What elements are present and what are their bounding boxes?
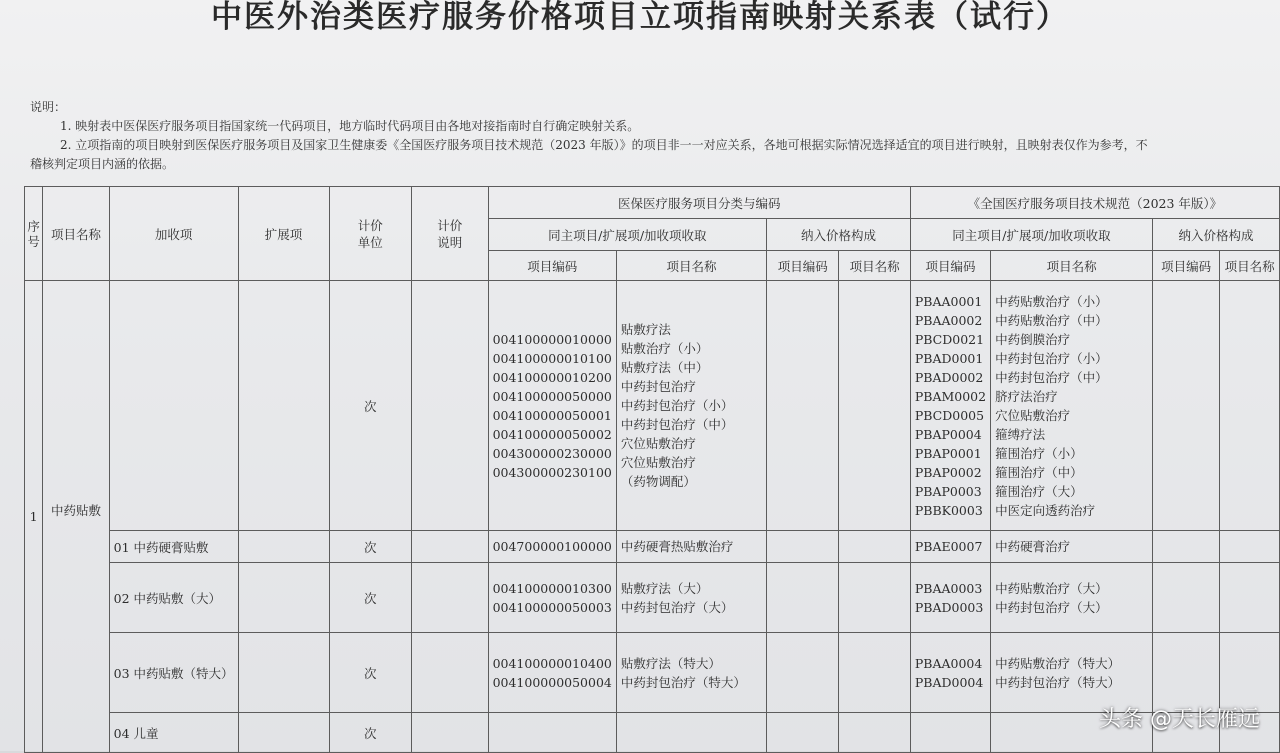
- desc-cell: [411, 633, 488, 713]
- cell-line: 004100000010100: [492, 350, 612, 366]
- unit-cell: 次: [329, 713, 411, 753]
- addon-cell: 04 儿童: [109, 713, 238, 753]
- header-group-std: 《全国医疗服务项目技术规范（2023 年版）》: [910, 187, 1279, 219]
- std-price-code-cell: [1153, 281, 1220, 531]
- header-sub-price-std: 纳入价格构成: [1153, 219, 1280, 251]
- header-code-price: 项目编码: [767, 251, 839, 281]
- notes-section: [30, 98, 1280, 174]
- cell-line: 中药贴敷治疗（中）: [995, 312, 1108, 328]
- header-name: 项目名称: [43, 187, 109, 281]
- header-cname-std-price: 项目名称: [1220, 251, 1280, 281]
- table-row: [25, 713, 1280, 753]
- header-ext: 扩展项: [238, 187, 329, 281]
- cell-line: PBCD0021: [914, 331, 985, 347]
- cell-line: 中药封包治疗: [620, 379, 696, 394]
- watermark-label: 头条 @天长雁远: [1099, 707, 1260, 732]
- ext-cell: [238, 633, 329, 713]
- yb-price-code-cell: [767, 563, 839, 633]
- desc-cell: [411, 563, 488, 633]
- std-price-name-cell: [1220, 633, 1280, 713]
- cell-line: PBAD0002: [914, 369, 984, 385]
- std-names-cell: [991, 281, 1153, 531]
- cell-line: 箍缚疗法: [995, 426, 1046, 442]
- cell-line: （药物调配）: [620, 474, 696, 489]
- header-code: 项目编码: [488, 251, 616, 281]
- cell-line: PBAD0004: [914, 674, 984, 690]
- cell-line: 004100000050000: [492, 388, 612, 404]
- cell-line: 中药封包治疗（中）: [995, 369, 1108, 385]
- header-addon: 加收项: [109, 187, 238, 281]
- std-price-name-cell: [1220, 531, 1280, 563]
- cell-line: 中药贴敷治疗（大）: [995, 580, 1108, 596]
- cell-line: 穴位贴敷治疗: [620, 455, 696, 470]
- cell-line: 箍围治疗（中）: [995, 464, 1083, 480]
- addon-cell: 01 中药硬膏贴敷: [109, 531, 238, 563]
- main-name: 中药贴敷: [43, 281, 109, 753]
- header-cname-std: 项目名称: [991, 251, 1153, 281]
- cell-line: 004100000010200: [492, 369, 612, 385]
- cell-line: PBCD0005: [914, 407, 985, 423]
- std-codes-cell: [910, 563, 990, 633]
- cell-line: 贴敷治疗（小）: [620, 341, 709, 356]
- note-line-2: 2. 立项指南的项目映射到医保医疗服务项目及国家卫生健康委《全国医疗服务项目技术规范（2023 年版）》的项目非一一对应关系，各地可根据实际情况选择适宜的项目进行映射，且映射表仅作为参考，不: [60, 138, 1148, 152]
- cell-line: PBAP0001: [914, 445, 982, 461]
- cell-line: PBAD0003: [914, 599, 984, 615]
- cell-line: 中药封包治疗（小）: [995, 350, 1108, 366]
- cell-line: PBAP0002: [914, 464, 982, 480]
- header-desc: 计价说明: [411, 187, 488, 281]
- std-names-cell: [991, 563, 1153, 633]
- ext-cell: [238, 563, 329, 633]
- yb-price-code-cell: [767, 633, 839, 713]
- std-price-code-cell: [1153, 531, 1220, 563]
- header-sub-price: 纳入价格构成: [767, 219, 911, 251]
- header-row-1: [25, 187, 1280, 219]
- cell-line: 004100000010400: [492, 655, 612, 671]
- desc-cell: [411, 531, 488, 563]
- cell-line: 中药硬膏热贴敷治疗: [620, 539, 734, 554]
- addon-cell: [109, 281, 238, 531]
- cell-line: 004100000050004: [492, 674, 612, 690]
- unit-cell: 次: [329, 281, 411, 531]
- cell-line: 中药倒膜治疗: [995, 331, 1071, 347]
- header-seq: 序号: [25, 187, 43, 281]
- cell-line: 中药硬膏治疗: [995, 539, 1071, 554]
- std-names-cell: [991, 531, 1153, 563]
- yb-price-code-cell: [767, 713, 839, 753]
- header-sub-main: 同主项目/扩展项/加收项收取: [488, 219, 767, 251]
- cell-line: 穴位贴敷治疗: [995, 407, 1071, 423]
- header-cname: 项目名称: [616, 251, 766, 281]
- std-price-name-cell: [1220, 563, 1280, 633]
- main-seq: 1: [25, 281, 43, 753]
- cell-line: PBAA0003: [914, 580, 983, 596]
- table-row: [25, 531, 1280, 563]
- ext-cell: [238, 531, 329, 563]
- header-group-yb: 医保医疗服务项目分类与编码: [488, 187, 910, 219]
- yb-names-cell: [616, 563, 766, 633]
- cell-line: 中药贴敷治疗（小）: [995, 293, 1108, 309]
- std-codes-cell: [910, 531, 990, 563]
- cell-line: 中药封包治疗（特大）: [995, 674, 1121, 690]
- yb-price-name-cell: [839, 563, 911, 633]
- yb-price-name-cell: [839, 281, 911, 531]
- cell-line: 中药贴敷治疗（特大）: [995, 655, 1121, 671]
- table-row: [25, 633, 1280, 713]
- std-codes-cell: [910, 713, 990, 753]
- header-code-std: 项目编码: [910, 251, 990, 281]
- note-line-1: 1. 映射表中医保医疗服务项目指国家统一代码项目，地方临时代码项目由各地对接指南时自行确定映射关系。: [60, 119, 640, 133]
- cell-line: 004300000230000: [492, 445, 612, 461]
- yb-names-cell: [616, 531, 766, 563]
- ext-cell: [238, 713, 329, 753]
- yb-price-name-cell: [839, 531, 911, 563]
- cell-line: PBBK0003: [914, 502, 983, 518]
- yb-names-cell: [616, 281, 766, 531]
- cell-line: 贴敷疗法（大）: [620, 580, 709, 596]
- cell-line: 004300000230100: [492, 464, 612, 480]
- cell-line: 中药封包治疗（小）: [620, 398, 734, 413]
- cell-line: 中药封包治疗（大）: [620, 599, 734, 615]
- std-codes-cell: [910, 633, 990, 713]
- yb-price-code-cell: [767, 281, 839, 531]
- cell-line: 脐疗法治疗: [995, 388, 1058, 404]
- unit-cell: 次: [329, 563, 411, 633]
- header-sub-main-std: 同主项目/扩展项/加收项收取: [910, 219, 1152, 251]
- cell-line: 004100000010300: [492, 580, 612, 596]
- cell-line: 004100000050003: [492, 599, 612, 615]
- std-price-code-cell: [1153, 633, 1220, 713]
- yb-codes-cell: [488, 713, 616, 753]
- note-line-3: 稽核判定项目内涵的依据。: [30, 157, 175, 171]
- yb-codes-cell: [488, 563, 616, 633]
- cell-line: PBAE0007: [914, 539, 983, 554]
- cell-line: 贴敷疗法（中）: [620, 360, 709, 375]
- cell-line: 贴敷疗法（特大）: [620, 655, 721, 671]
- table-row: [25, 563, 1280, 633]
- cell-line: 中医定向透药治疗: [995, 502, 1096, 518]
- unit-cell: 次: [329, 531, 411, 563]
- cell-line: PBAD0001: [914, 350, 984, 366]
- cell-line: 004100000050002: [492, 426, 612, 442]
- cell-line: PBAA0004: [914, 655, 983, 671]
- addon-cell: 03 中药贴敷（特大）: [109, 633, 238, 713]
- cell-line: PBAP0003: [914, 483, 982, 499]
- ext-cell: [238, 281, 329, 531]
- unit-cell: 次: [329, 633, 411, 713]
- std-price-code-cell: [1153, 563, 1220, 633]
- yb-codes-cell: [488, 531, 616, 563]
- cell-line: 贴敷疗法: [620, 322, 671, 337]
- yb-price-code-cell: [767, 531, 839, 563]
- cell-line: PBAP0004: [914, 426, 982, 442]
- cell-line: PBAA0002: [914, 312, 983, 328]
- cell-line: 穴位贴敷治疗: [620, 436, 696, 451]
- document-title: 中医外治类医疗服务价格项目立项指南映射关系表（试行）: [211, 0, 1069, 35]
- cell-line: 箍围治疗（小）: [995, 445, 1083, 461]
- cell-line: 中药封包治疗（大）: [995, 599, 1108, 615]
- addon-cell: 02 中药贴敷（大）: [109, 563, 238, 633]
- std-names-cell: [991, 633, 1153, 713]
- mapping-table: [24, 186, 1280, 753]
- desc-cell: [411, 713, 488, 753]
- cell-line: PBAA0001: [914, 293, 983, 309]
- header-cname-price: 项目名称: [839, 251, 911, 281]
- cell-line: PBAM0002: [914, 388, 987, 404]
- yb-names-cell: [616, 713, 766, 753]
- header-unit: 计价单位: [329, 187, 411, 281]
- yb-codes-cell: [488, 633, 616, 713]
- yb-names-cell: [616, 633, 766, 713]
- cell-line: 箍围治疗（大）: [995, 483, 1083, 499]
- yb-codes-cell: [488, 281, 616, 531]
- std-codes-cell: [910, 281, 990, 531]
- cell-line: 中药封包治疗（特大）: [620, 674, 746, 690]
- yb-price-name-cell: [839, 713, 911, 753]
- cell-line: 004700000100000: [492, 539, 612, 554]
- std-price-name-cell: [1220, 281, 1280, 531]
- cell-line: 004100000050001: [492, 407, 612, 423]
- yb-price-name-cell: [839, 633, 911, 713]
- notes-heading: 说明：: [30, 100, 67, 114]
- cell-line: 004100000010000: [492, 331, 612, 347]
- cell-line: 中药封包治疗（中）: [620, 417, 734, 432]
- desc-cell: [411, 281, 488, 531]
- header-code-std-price: 项目编码: [1153, 251, 1220, 281]
- table-row: [25, 281, 1280, 531]
